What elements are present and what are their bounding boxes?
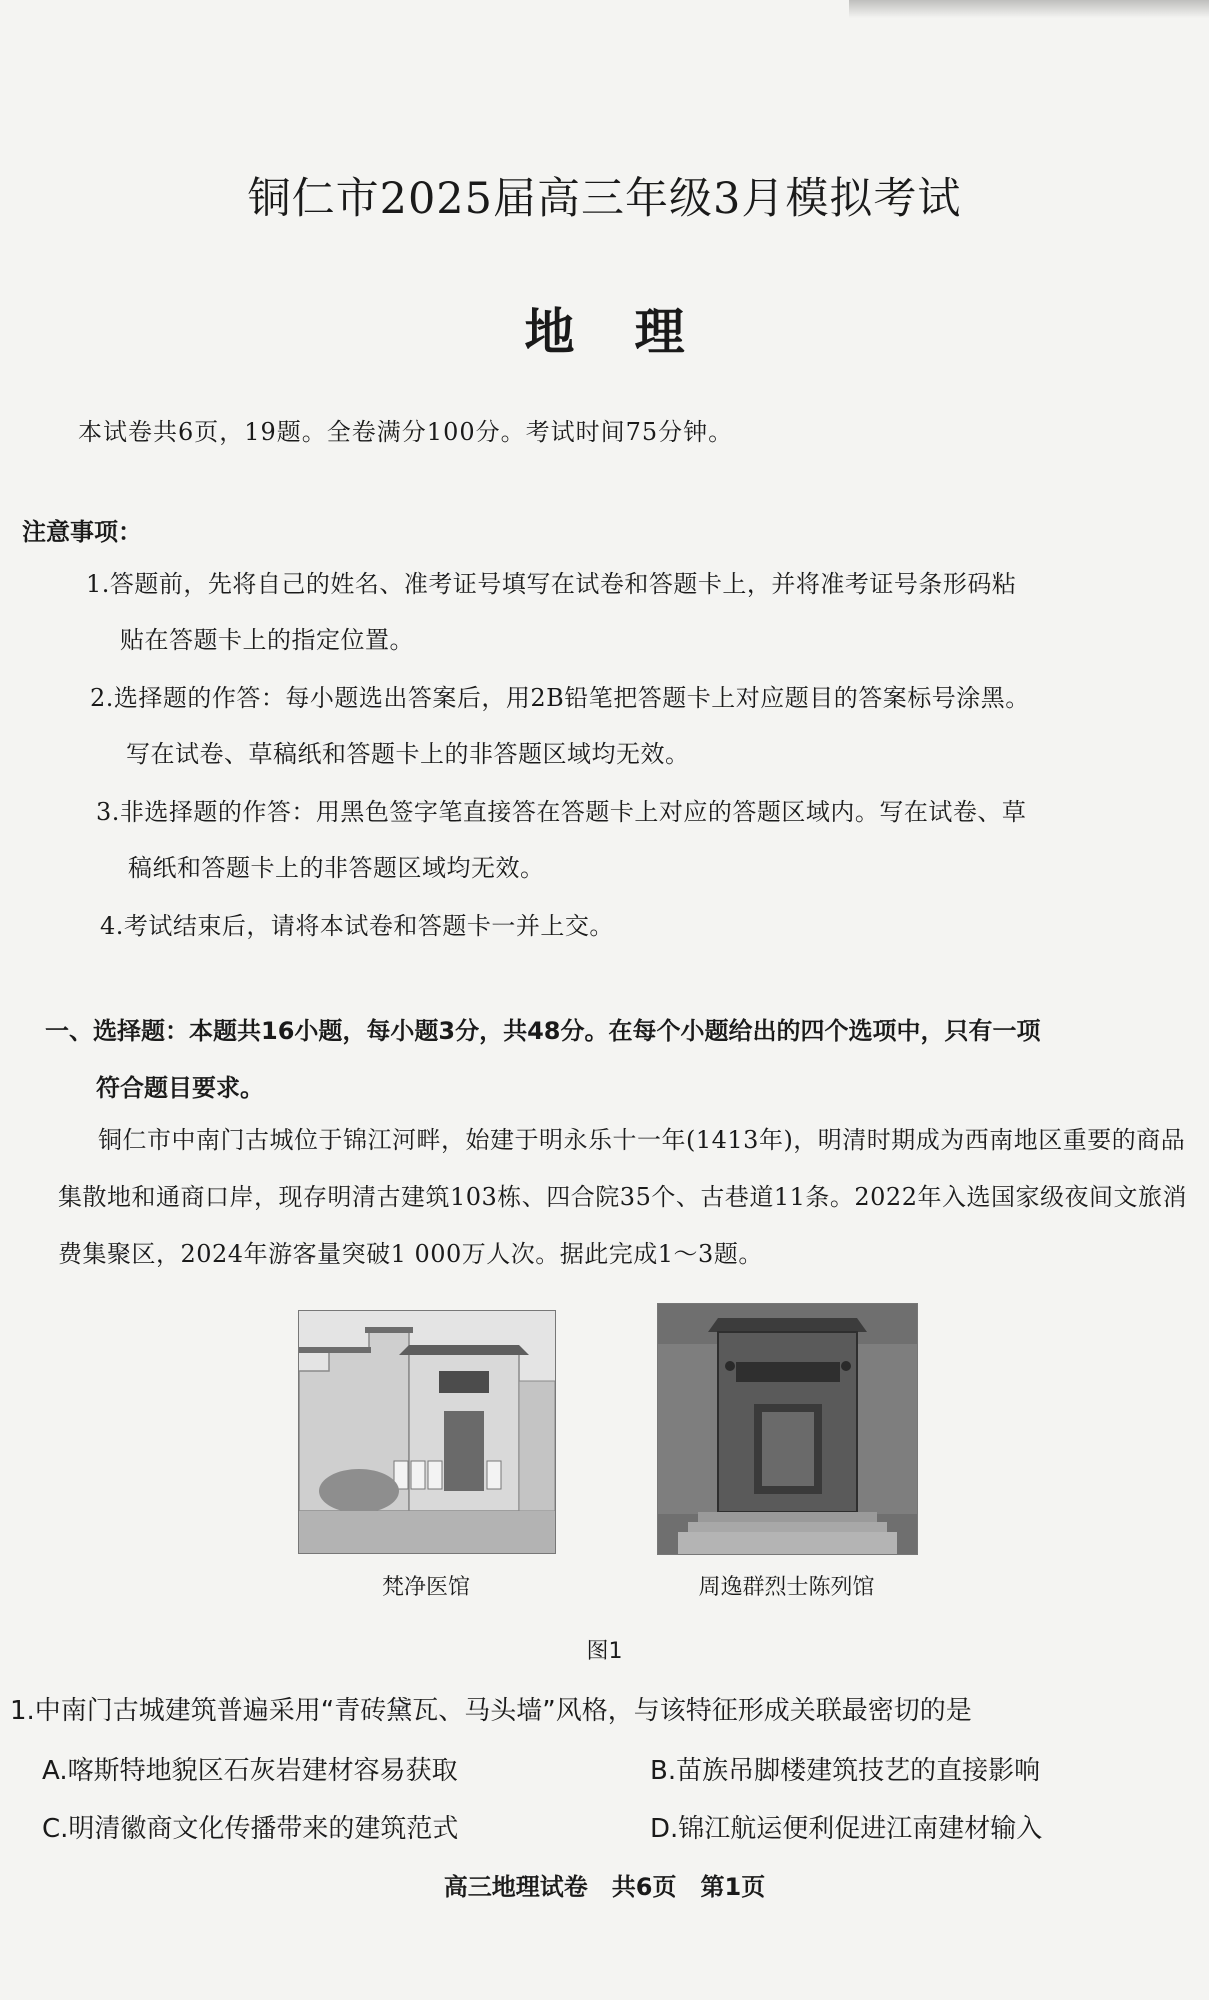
building-illustration (658, 1304, 917, 1554)
photo-caption: 周逸群烈士陈列馆 (698, 1575, 875, 1600)
note-text: 1.答题前，先将自己的姓名、准考证号填写在试卷和答题卡上，并将准考证号条形码粘 (86, 570, 1017, 598)
note-text: 3.非选择题的作答：用黑色签字笔直接答在答题卡上对应的答题区域内。写在试卷、草 (96, 798, 1027, 826)
section-heading-text: 符合题目要求。 (96, 1074, 264, 1102)
photo-caption: 梵净医馆 (381, 1575, 470, 1600)
notes-heading: 注意事项： (22, 518, 142, 546)
photo-memorial-hall (657, 1303, 918, 1555)
note-item (90, 670, 1209, 782)
page-footer: 高三地理试卷 共6页 第1页 (443, 1873, 766, 1901)
question-stem: 1.中南门古城建筑普遍采用“青砖黛瓦、马头墙”风格，与该特征形成关联最密切的是 (10, 1696, 972, 1726)
building-illustration (299, 1311, 555, 1553)
figure-label: 图1 (586, 1639, 623, 1664)
section-heading (45, 1003, 1195, 1117)
photo-fanjing-clinic (298, 1310, 556, 1554)
option-a: A.喀斯特地貌区石灰岩建材容易获取 (42, 1756, 458, 1786)
note-text: 写在试卷、草稿纸和答题卡上的非答题区域均无效。 (126, 740, 690, 768)
exam-title: 铜仁市2025届高三年级3月模拟考试 (247, 174, 962, 224)
option-c: C.明清徽商文化传播带来的建筑范式 (42, 1814, 459, 1844)
question-passage: 铜仁市中南门古城位于锦江河畔，始建于明永乐十一年(1413年)，明清时期成为西南地区重要的商品集散地和通商口岸，现存明清古建筑103栋、四合院35个、古巷道11条。2022年入选国家级夜间文旅消费集聚区，2024年游客量突破1 000万人次。据此完成1～3题。 (58, 1126, 1187, 1268)
option-d: D.锦江航运便利促进江南建材输入 (650, 1814, 1043, 1844)
note-item (96, 784, 1209, 896)
subject-title: 地理 (524, 302, 745, 361)
note-text: 2.选择题的作答：每小题选出答案后，用2B铅笔把答题卡上对应题目的答案标号涂黑。 (90, 684, 1030, 712)
note-text: 贴在答题卡上的指定位置。 (120, 626, 414, 654)
note-text: 稿纸和答题卡上的非答题区域均无效。 (128, 854, 545, 882)
scan-shadow (849, 0, 1209, 18)
section-heading-text: 一、选择题：本题共16小题，每小题3分，共48分。在每个小题给出的四个选项中，只有一项 (45, 1017, 1041, 1045)
note-text: 4.考试结束后，请将本试卷和答题卡一并上交。 (100, 912, 614, 940)
option-b: B.苗族吊脚楼建筑技艺的直接影响 (650, 1756, 1041, 1786)
note-item (86, 556, 1206, 668)
exam-info: 本试卷共6页，19题。全卷满分100分。考试时间75分钟。 (78, 418, 734, 446)
note-item (100, 898, 1209, 954)
